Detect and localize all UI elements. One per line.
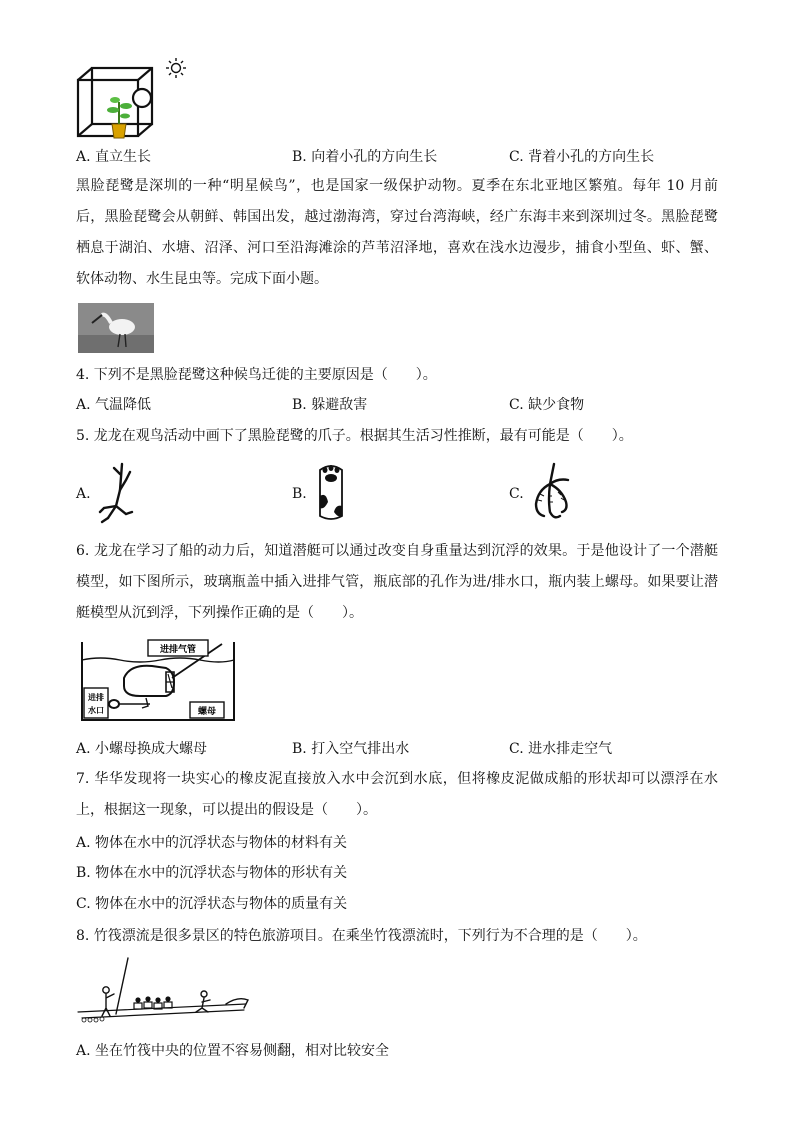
q4-stem: 4. 下列不是黑脸琵鹭这种候鸟迁徙的主要原因是（ ）。 xyxy=(76,367,437,383)
talon-claw-c-figure xyxy=(528,460,572,524)
q4-option-b: B. 躲避敌害 xyxy=(292,397,368,413)
passage-text: 黑脸琵鹭是深圳的一种“明星候鸟”，也是国家一级保护动物。夏季在东北亚地区繁殖。每年 10 月前后，黑脸琵鹭会从朝鲜、韩国出发，越过渤海湾，穿过台湾海峡，经广东海丰来到深圳过冬。黑脸琵鹭栖息于湖泊、水塘、沼泽、河口至沿海滩涂的芦苇沼泽地，喜欢在浅水边漫步，捕食小型鱼、虾、蟹、软体动物、水生昆虫等。完成下面小题。 xyxy=(76,178,718,287)
plant-box-figure xyxy=(70,58,190,148)
q8-stem: 8. 竹筏漂流是很多景区的特色旅游项目。在乘坐竹筏漂流时，下列行为不合理的是（ ）。 xyxy=(76,928,647,944)
q7-option-a: A. 物体在水中的沉浮状态与物体的材料有关 xyxy=(76,835,348,851)
bird-claw-a-figure xyxy=(96,460,136,524)
q3-option-a: A. 直立生长 xyxy=(76,149,152,165)
spoonbill-photo xyxy=(78,303,154,353)
q7-option-b: B. 物体在水中的沉浮状态与物体的形状有关 xyxy=(76,865,348,881)
pipe-label: 进排气管 xyxy=(159,645,197,655)
q3-option-c: C. 背着小孔的方向生长 xyxy=(509,149,655,165)
bamboo-raft-figure xyxy=(76,954,252,1024)
q8-option-a: A. 坐在竹筏中央的位置不容易侧翻，相对比较安全 xyxy=(76,1043,390,1059)
q6-option-c: C. 进水排走空气 xyxy=(509,741,613,757)
q3-option-b: B. 向着小孔的方向生长 xyxy=(292,149,438,165)
submarine-model-figure xyxy=(80,638,236,726)
q5-option-c: C. xyxy=(509,486,524,502)
q7-option-c: C. 物体在水中的沉浮状态与物体的质量有关 xyxy=(76,896,348,912)
q6-option-b: B. 打入空气排出水 xyxy=(292,741,410,757)
animal-paw-b-figure xyxy=(316,462,346,522)
q7-stem: 7. 华华发现将一块实心的橡皮泥直接放入水中会沉到水底，但将橡皮泥做成船的形状却可以漂浮在水上，根据这一现象，可以提出的假设是（ ）。 xyxy=(76,771,718,818)
port-label-line2: 水口 xyxy=(88,706,104,715)
nut-label: 螺母 xyxy=(197,707,217,717)
q5-option-a: A. xyxy=(76,486,91,502)
sun-icon xyxy=(166,58,186,78)
q4-option-c: C. 缺少食物 xyxy=(509,397,585,413)
q4-option-a: A. 气温降低 xyxy=(76,397,152,413)
q5-stem: 5. 龙龙在观鸟活动中画下了黑脸琵鹭的爪子。根据其生活习性推断，最有可能是（ ）。 xyxy=(76,428,633,444)
q6-option-a: A. 小螺母换成大螺母 xyxy=(76,741,208,757)
q5-option-b: B. xyxy=(292,486,307,502)
q6-stem: 6. 龙龙在学习了船的动力后，知道潜艇可以通过改变自身重量达到沉浮的效果。于是他设计了一个潜艇模型，如下图所示，玻璃瓶盖中插入进排气管，瓶底部的孔作为进/排水口，瓶内装上螺母。如果要让潜艇模型从沉到浮，下列操作正确的是（ ）。 xyxy=(76,543,718,621)
port-label-line1: 进排 xyxy=(88,693,104,702)
